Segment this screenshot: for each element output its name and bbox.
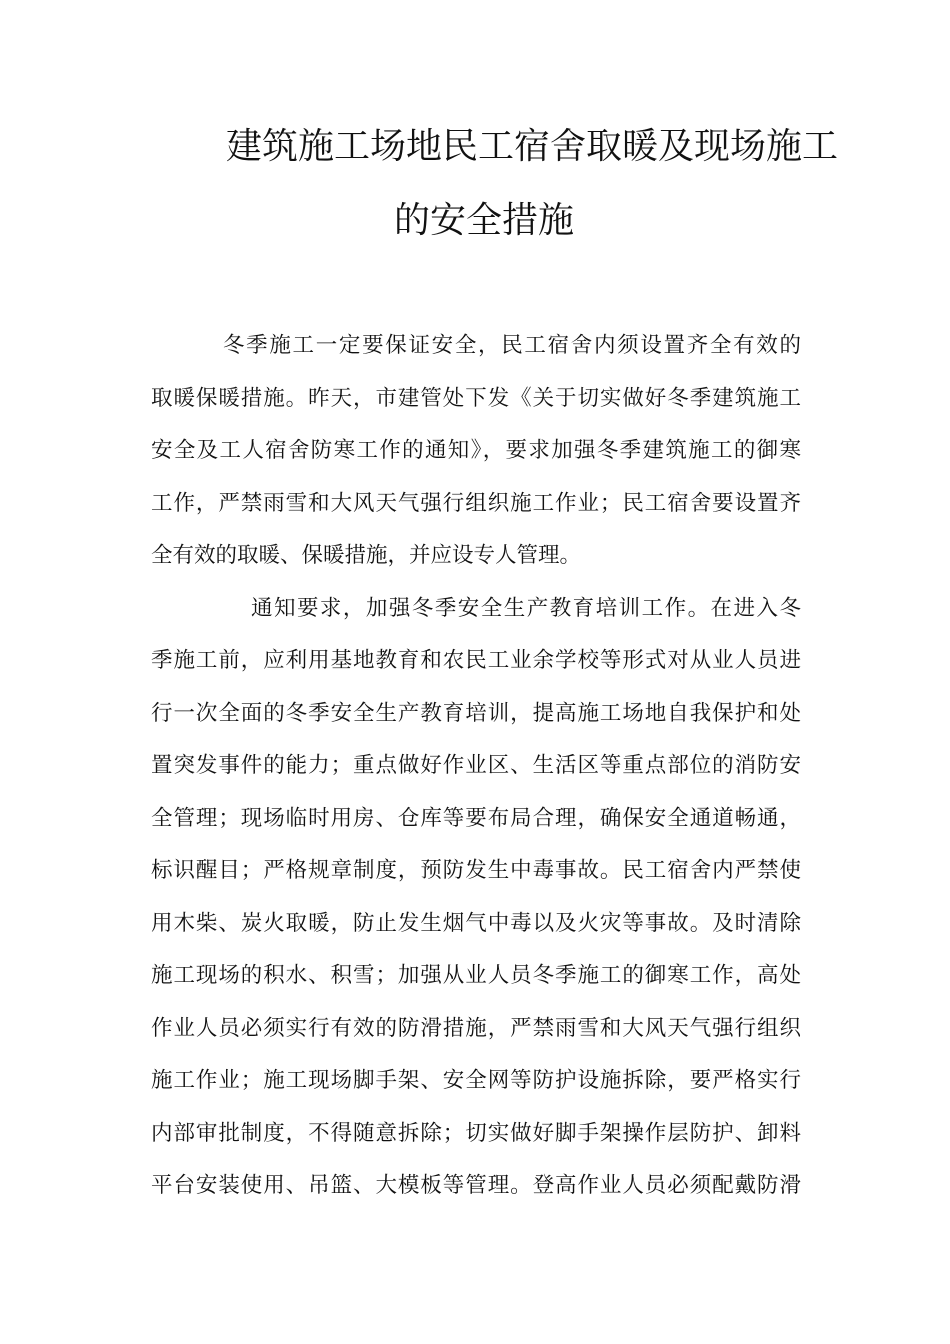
paragraph-line: 工作，严禁雨雪和大风天气强行组织施工作业；民工宿舍要设置齐 <box>151 490 801 516</box>
paragraph-line: 全有效的取暖、保暖措施，并应设专人管理。 <box>151 543 582 568</box>
document-body <box>151 320 801 1213</box>
paragraph-line: 取暖保暖措施。昨天，市建管处下发《关于切实做好冬季建筑施工 <box>151 385 801 411</box>
paragraph-line: 通知要求，加强冬季安全生产教育培训工作。在进入冬 <box>251 595 801 621</box>
document-title-line-1: 建筑施工场地民工宿舍取暖及现场施工 <box>226 126 839 167</box>
paragraph-line: 安全及工人宿舍防寒工作的通知》，要求加强冬季建筑施工的御寒 <box>151 438 801 463</box>
paragraph-line: 标识醒目；严格规章制度，预防发生中毒事故。民工宿舍内严禁使 <box>151 858 801 883</box>
paragraph-winter-dormitory-heating <box>151 320 801 583</box>
paragraph-line: 平台安装使用、吊篮、大模板等管理。登高作业人员必须配戴防滑 <box>151 1173 801 1198</box>
paragraph-line: 内部审批制度，不得随意拆除；切实做好脚手架操作层防护、卸料 <box>151 1120 801 1146</box>
document-title-line-2: 的安全措施 <box>394 200 575 241</box>
paragraph-line: 用木柴、炭火取暖，防止发生烟气中毒以及火灾等事故。及时清除 <box>151 910 801 936</box>
paragraph-line: 行一次全面的冬季安全生产教育培训，提高施工场地自我保护和处 <box>151 700 801 726</box>
paragraph-notice-requirements <box>151 583 801 1213</box>
paragraph-line: 作业人员必须实行有效的防滑措施，严禁雨雪和大风天气强行组织 <box>151 1015 801 1041</box>
paragraph-line: 季施工前，应利用基地教育和农民工业余学校等形式对从业人员进 <box>151 648 801 673</box>
paragraph-line: 冬季施工一定要保证安全，民工宿舍内须设置齐全有效的 <box>223 333 801 358</box>
paragraph-line: 施工作业；施工现场脚手架、安全网等防护设施拆除，要严格实行 <box>151 1068 801 1093</box>
paragraph-line: 置突发事件的能力；重点做好作业区、生活区等重点部位的消防安 <box>151 753 801 778</box>
paragraph-line: 全管理；现场临时用房、仓库等要布局合理，确保安全通道畅通， <box>151 805 801 831</box>
paragraph-line: 施工现场的积水、积雪；加强从业人员冬季施工的御寒工作，高处 <box>151 963 801 988</box>
